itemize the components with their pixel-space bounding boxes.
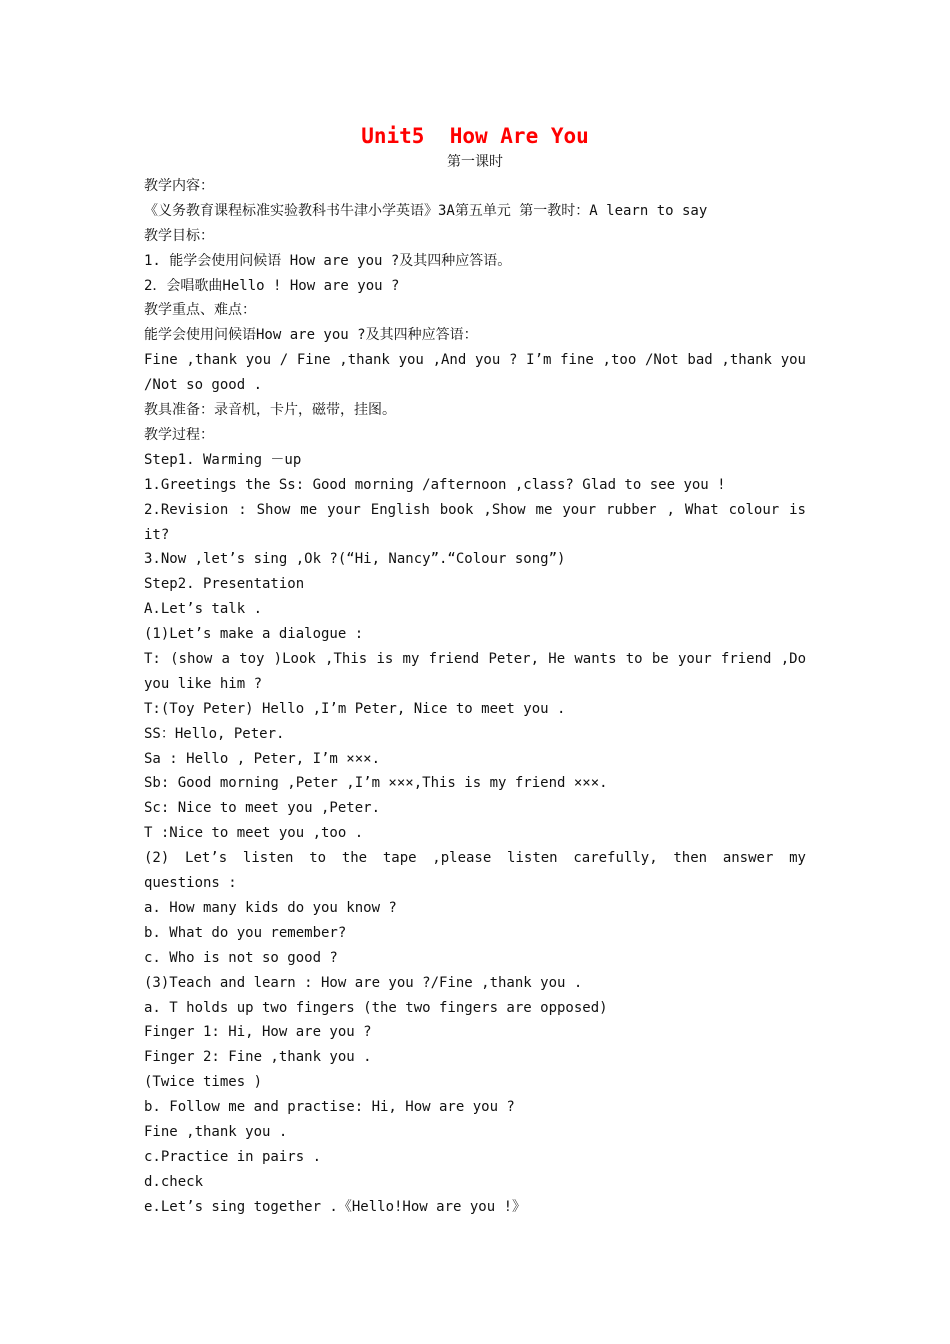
paragraph: (1)Let’s make a dialogue :: [144, 626, 364, 643]
paragraph: 3.Now ,let’s sing ,Ok ?(“Hi, Nancy”.“Colour song”): [144, 551, 566, 568]
paragraph: A.Let’s talk .: [144, 601, 263, 618]
objective-item: 1. 能学会使用问候语 How are you ?及其四种应答语。: [144, 252, 512, 269]
document-subtitle: 第一课时: [447, 154, 503, 170]
paragraph: (Twice times ): [144, 1074, 263, 1091]
paragraph: 2.Revision : Show me your English book ,Show me your rubber , What colour is it?: [144, 501, 806, 543]
paragraph: 能学会使用问候语How are you ?及其四种应答语：: [144, 327, 478, 344]
dialogue-line: Sc: Nice to meet you ,Peter.: [144, 800, 381, 817]
section-heading-content: 教学内容：: [144, 178, 214, 194]
step-heading: Step2. Presentation: [144, 576, 305, 593]
paragraph: c.Practice in pairs .: [144, 1148, 322, 1165]
paragraph: Fine ,thank you .: [144, 1123, 288, 1140]
dialogue-line: Finger 2: Fine ,thank you .: [144, 1049, 372, 1066]
paragraph: T: (show a toy )Look ,This is my friend Peter, He wants to be your friend ,Do you like him ?: [144, 650, 806, 692]
section-heading-objectives: 教学目标：: [144, 227, 214, 244]
step-heading: Step1. Warming －up: [144, 451, 302, 468]
document-title: Unit5 How Are You: [361, 124, 589, 148]
paragraph: d.check: [144, 1173, 204, 1190]
dialogue-line: T :Nice to meet you ,too .: [144, 825, 364, 842]
section-heading-key-points: 教学重点、难点：: [144, 302, 256, 319]
dialogue-line: T:(Toy Peter) Hello ,I’m Peter, Nice to meet you .: [144, 700, 566, 717]
question-item: c. Who is not so good ?: [144, 949, 338, 966]
paragraph: (2) Let’s listen to the tape ,please listen carefully, then answer my questions :: [144, 850, 806, 892]
dialogue-line: Sb: Good morning ,Peter ,I’m ×××,This is my friend ×××.: [144, 775, 608, 792]
question-item: a. How many kids do you know ?: [144, 899, 397, 916]
question-item: b. What do you remember?: [144, 924, 347, 941]
section-heading-materials: 教具准备：录音机，卡片，磁带，挂图。: [144, 402, 396, 419]
objective-item: 2．会唱歌曲Hello ! How are you ?: [144, 277, 400, 294]
paragraph: a. T holds up two fingers (the two fingers are opposed): [144, 999, 608, 1016]
paragraph: (3)Teach and learn : How are you ?/Fine ,thank you .: [144, 974, 583, 991]
document-body: [144, 174, 806, 1220]
paragraph: 《义务教育课程标准实验教科书牛津小学英语》3A第五单元 第一教时：A learn to say: [144, 202, 708, 219]
dialogue-line: SS：Hello, Peter.: [144, 725, 285, 742]
paragraph: 1.Greetings the Ss: Good morning /afternoon ,class? Glad to see you !: [144, 476, 726, 493]
paragraph: b. Follow me and practise: Hi, How are you ?: [144, 1099, 515, 1116]
paragraph: Fine ,thank you / Fine ,thank you ,And you ? I’m fine ,too /Not bad ,thank you /Not so good .: [144, 352, 806, 394]
dialogue-line: Finger 1: Hi, How are you ?: [144, 1024, 372, 1041]
section-heading-process: 教学过程：: [144, 426, 214, 443]
paragraph: e.Let’s sing together .《Hello!How are you !》: [144, 1198, 527, 1215]
dialogue-line: Sa : Hello , Peter, I’m ×××.: [144, 750, 381, 767]
